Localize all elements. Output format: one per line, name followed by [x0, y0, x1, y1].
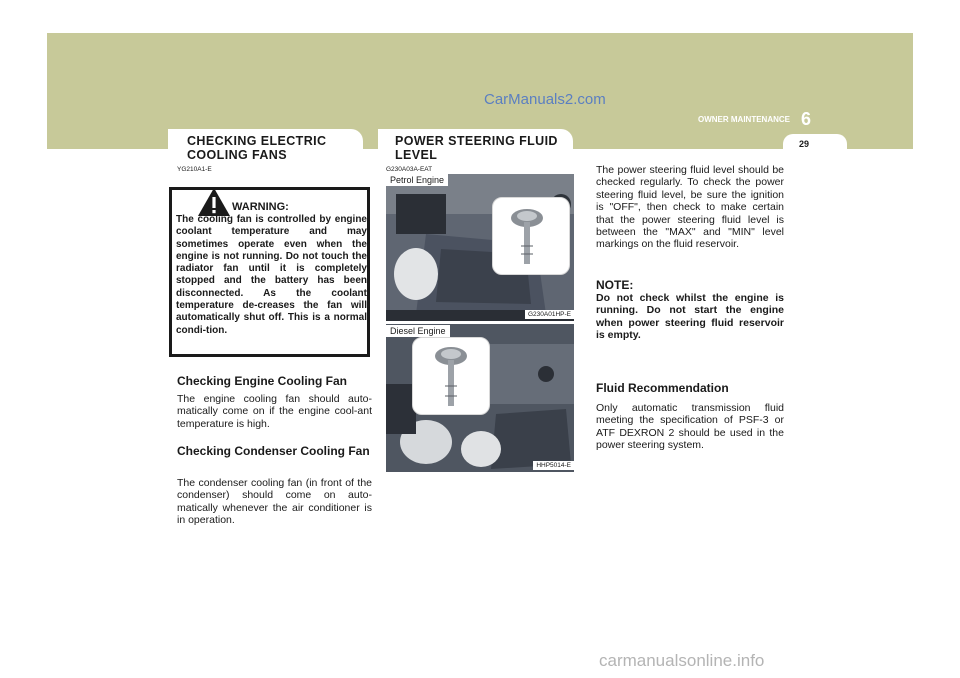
heading-line: LEVEL — [395, 148, 438, 162]
engine-fan-text: The engine cooling fan should auto-matically come on if the engine cool-ant temperature is high. — [177, 393, 372, 430]
diesel-engine-photo — [386, 324, 574, 472]
fluid-recommendation-heading: Fluid Recommendation — [596, 381, 729, 395]
petrol-photo-code: G230A01HP-E — [525, 310, 574, 319]
petrol-engine-photo — [386, 174, 574, 321]
engine-fan-heading: Checking Engine Cooling Fan — [177, 374, 348, 388]
footer-watermark[interactable]: carmanualsonline.info — [599, 651, 765, 670]
reservoir-cap-icon — [413, 338, 489, 414]
section-code: YG210A1-E — [177, 166, 212, 173]
fluid-recommendation-text: Only automatic transmission fluid meeting the specification of PSF-3 or ATF DEXRON 2 should be used in the power steering system. — [596, 402, 784, 452]
dipstick-inset — [412, 337, 490, 415]
heading-line: POWER STEERING FLUID — [395, 134, 558, 148]
warning-triangle-icon — [197, 187, 231, 217]
reservoir-cap-icon — [493, 198, 569, 274]
note-text: Do not check whilst the engine is running. Do not start the engine when power steering fluid reservoir is empty. — [596, 292, 784, 342]
heading-line: COOLING FANS — [187, 148, 287, 162]
warning-title: WARNING: — [232, 201, 289, 213]
page-number: 29 — [798, 139, 809, 149]
note-title: NOTE: — [596, 278, 634, 292]
section-heading-power-steering — [395, 134, 558, 162]
chapter-title: OWNER MAINTENANCE — [698, 115, 790, 124]
diesel-photo-code: HHP5014-E — [533, 461, 574, 470]
heading-line: CHECKING ELECTRIC — [187, 134, 327, 148]
section-heading-cooling-fans — [187, 134, 326, 162]
petrol-engine-label: Petrol Engine — [386, 174, 448, 186]
power-steering-intro: The power steering fluid level should be checked regularly. To check the power steering fluid level, be sure the ignition is "OFF", then check to make certain that the power steering fluid level is between the "MAX" and "MIN" level markings on the fluid reservoir. — [596, 164, 784, 251]
site-watermark[interactable]: CarManuals2.com — [484, 91, 606, 108]
chapter-number: 6 — [800, 109, 811, 129]
diesel-engine-label: Diesel Engine — [386, 325, 450, 337]
dipstick-inset — [492, 197, 570, 275]
condenser-fan-heading: Checking Condenser Cooling Fan — [177, 444, 370, 458]
warning-text: The cooling fan is controlled by engine coolant temperature and may sometimes operate even when the engine is not running. Do not touch the radiator fan until it is completely stopped and the battery has been disconnected. As the coolant temperature de-creases the fan will automatically shut off. This is a normal condi-tion. — [176, 214, 367, 336]
section-code: G230A03A-EAT — [386, 166, 433, 173]
condenser-fan-text: The condenser cooling fan (in front of the condenser) should come on auto-matically whenever the air conditioner is in operation. — [177, 477, 372, 527]
